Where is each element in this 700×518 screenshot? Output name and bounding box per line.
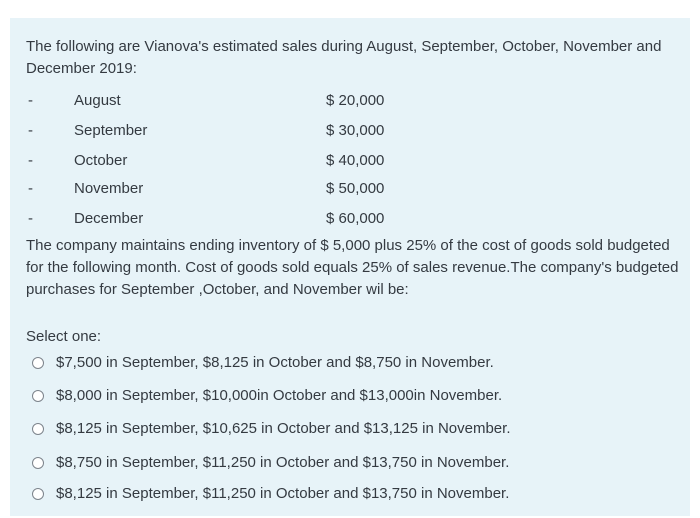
answer-option-text[interactable]: $8,125 in September, $11,250 in October and $13,750 in November.: [56, 485, 510, 502]
answer-option-text[interactable]: $8,125 in September, $10,625 in October and $13,125 in November.: [56, 420, 511, 437]
answer-option-5[interactable]: [32, 483, 652, 505]
sales-amount: $ 60,000: [326, 210, 385, 227]
sales-amount: $ 40,000: [326, 152, 385, 169]
answer-option-2[interactable]: [32, 385, 652, 407]
sales-amount: $ 20,000: [326, 92, 385, 109]
list-dash: -: [28, 152, 33, 169]
question-intro: The following are Vianova's estimated sales during August, September, October, November and December 2019:: [26, 38, 662, 77]
sales-month: December: [74, 210, 144, 227]
answer-option-text[interactable]: $8,750 in September, $11,250 in October and $13,750 in November.: [56, 454, 510, 471]
list-dash: -: [28, 210, 33, 227]
answer-option-3[interactable]: [32, 418, 652, 440]
radio-button-icon[interactable]: [32, 423, 44, 435]
sales-month: November: [74, 180, 144, 197]
list-dash: -: [28, 122, 33, 139]
radio-button-icon[interactable]: [32, 390, 44, 402]
sales-month: September: [74, 122, 148, 139]
radio-button-icon[interactable]: [32, 488, 44, 500]
radio-button-icon[interactable]: [32, 357, 44, 369]
sales-row-august: [10, 91, 690, 111]
answer-option-text[interactable]: $8,000 in September, $10,000in October and $13,000in November.: [56, 387, 503, 404]
sales-row-november: [10, 179, 690, 199]
sales-row-september: [10, 121, 690, 141]
answer-option-1[interactable]: [32, 352, 652, 374]
sales-amount: $ 50,000: [326, 180, 385, 197]
radio-button-icon[interactable]: [32, 457, 44, 469]
sales-row-december: [10, 209, 690, 229]
answer-option-4[interactable]: [32, 452, 652, 474]
sales-month: October: [74, 152, 128, 169]
list-dash: -: [28, 180, 33, 197]
sales-month: August: [74, 92, 121, 109]
sales-row-october: [10, 151, 690, 171]
question-body: The company maintains ending inventory of $ 5,000 plus 25% of the cost of goods sold budgeted for the following month. Cost of goods sold equals 25% of sales revenue.The company's budgeted purchases for September ,October, and November wil be:: [26, 237, 679, 298]
sales-amount: $ 30,000: [326, 122, 385, 139]
question-card: [10, 18, 690, 516]
list-dash: -: [28, 92, 33, 109]
answer-option-text[interactable]: $7,500 in September, $8,125 in October and $8,750 in November.: [56, 354, 494, 371]
select-one-label: Select one:: [26, 328, 102, 345]
